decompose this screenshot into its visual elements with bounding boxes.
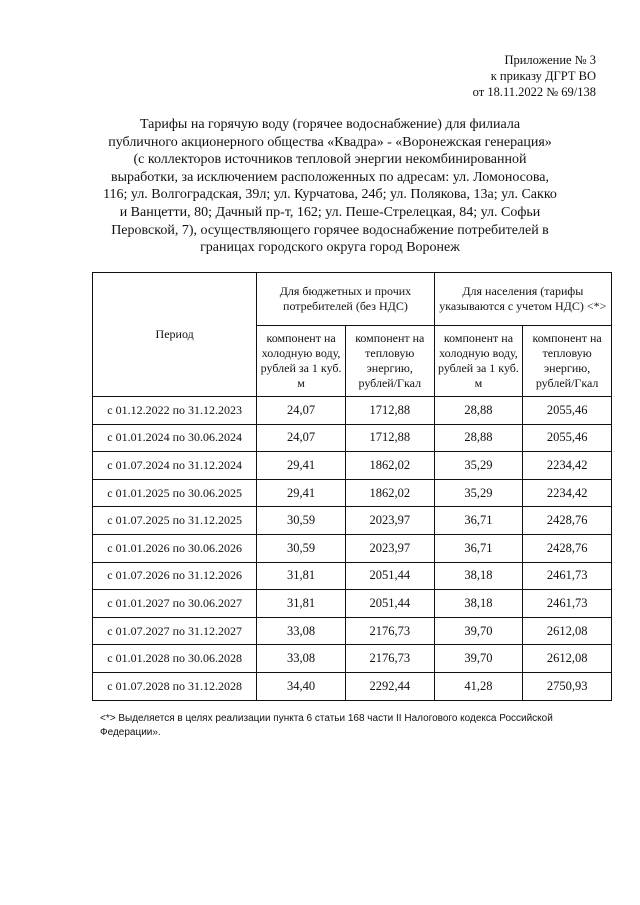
value-cell: 28,88 — [434, 424, 523, 452]
value-cell: 41,28 — [434, 672, 523, 700]
period-cell: с 01.07.2026 по 31.12.2026 — [93, 562, 257, 590]
value-cell: 2234,42 — [523, 452, 612, 480]
table-row — [93, 424, 612, 452]
heat-energy-header: компонент на тепловую энергию, рублей/Гкал — [523, 326, 612, 397]
appendix-order: к приказу ДГРТ ВО — [490, 69, 596, 83]
period-cell: с 01.12.2022 по 31.12.2023 — [93, 397, 257, 425]
value-cell: 39,70 — [434, 645, 523, 673]
period-cell: с 01.01.2024 по 30.06.2024 — [93, 424, 257, 452]
table-row — [93, 590, 612, 618]
title-line: публичного акционерного общества «Квадра» - «Воронежская генерация» — [108, 134, 552, 150]
value-cell: 30,59 — [257, 534, 346, 562]
period-cell: с 01.01.2026 по 30.06.2026 — [93, 534, 257, 562]
value-cell: 1862,02 — [345, 452, 434, 480]
value-cell: 2051,44 — [345, 590, 434, 618]
period-cell: с 01.07.2028 по 31.12.2028 — [93, 672, 257, 700]
period-cell: с 01.01.2025 по 30.06.2025 — [93, 479, 257, 507]
title-line: Перовской, 7), осуществляющего горячее водоснабжение потребителей в — [111, 222, 549, 238]
period-cell: с 01.07.2024 по 31.12.2024 — [93, 452, 257, 480]
value-cell: 29,41 — [257, 479, 346, 507]
value-cell: 2176,73 — [345, 617, 434, 645]
table-row — [93, 672, 612, 700]
value-cell: 31,81 — [257, 562, 346, 590]
period-cell: с 01.07.2027 по 31.12.2027 — [93, 617, 257, 645]
cold-water-header: компонент на холодную воду, рублей за 1 куб. м — [434, 326, 523, 397]
table-row — [93, 645, 612, 673]
heat-energy-header: компонент на тепловую энергию, рублей/Гкал — [345, 326, 434, 397]
table-row — [93, 507, 612, 535]
document-title — [100, 116, 560, 257]
value-cell: 33,08 — [257, 645, 346, 673]
table-row — [93, 479, 612, 507]
value-cell: 2612,08 — [523, 645, 612, 673]
value-cell: 31,81 — [257, 590, 346, 618]
period-cell: с 01.01.2027 по 30.06.2027 — [93, 590, 257, 618]
value-cell: 38,18 — [434, 590, 523, 618]
value-cell: 34,40 — [257, 672, 346, 700]
value-cell: 2750,93 — [523, 672, 612, 700]
value-cell: 39,70 — [434, 617, 523, 645]
value-cell: 2023,97 — [345, 534, 434, 562]
value-cell: 2461,73 — [523, 562, 612, 590]
population-header: Для населения (тарифы указываются с учетом НДС) <*> — [434, 273, 611, 326]
value-cell: 30,59 — [257, 507, 346, 535]
title-line: границах городского округа город Воронеж — [200, 240, 460, 256]
table-row — [93, 452, 612, 480]
value-cell: 28,88 — [434, 397, 523, 425]
value-cell: 2023,97 — [345, 507, 434, 535]
value-cell: 2612,08 — [523, 617, 612, 645]
value-cell: 38,18 — [434, 562, 523, 590]
value-cell: 2055,46 — [523, 424, 612, 452]
period-header: Период — [93, 273, 257, 397]
title-line: и Ванцетти, 80; Дачный пр-т, 162; ул. Пеше-Стрелецкая, 84; ул. Софьи — [119, 204, 541, 220]
value-cell: 24,07 — [257, 397, 346, 425]
value-cell: 2428,76 — [523, 507, 612, 535]
value-cell: 1862,02 — [345, 479, 434, 507]
appendix-date: от 18.11.2022 № 69/138 — [472, 85, 596, 99]
table-row — [93, 617, 612, 645]
value-cell: 29,41 — [257, 452, 346, 480]
value-cell: 2176,73 — [345, 645, 434, 673]
value-cell: 2055,46 — [523, 397, 612, 425]
appendix-number: Приложение № 3 — [504, 53, 596, 67]
value-cell: 2234,42 — [523, 479, 612, 507]
value-cell: 2461,73 — [523, 590, 612, 618]
value-cell: 1712,88 — [345, 397, 434, 425]
title-line: 116; ул. Волгоградская, 39л; ул. Курчатова, 24б; ул. Полякова, 13а; ул. Сакко — [103, 187, 557, 203]
value-cell: 35,29 — [434, 479, 523, 507]
table-row — [93, 397, 612, 425]
title-line: выработки, за исключением расположенных по адресам: ул. Ломоносова, — [110, 169, 550, 185]
value-cell: 24,07 — [257, 424, 346, 452]
appendix-header — [473, 52, 596, 100]
title-line: Тарифы на горячую воду (горячее водоснабжение) для филиала — [139, 117, 521, 132]
value-cell: 36,71 — [434, 507, 523, 535]
value-cell: 2428,76 — [523, 534, 612, 562]
value-cell: 2051,44 — [345, 562, 434, 590]
period-cell: с 01.07.2025 по 31.12.2025 — [93, 507, 257, 535]
value-cell: 33,08 — [257, 617, 346, 645]
value-cell: 36,71 — [434, 534, 523, 562]
table-row — [93, 534, 612, 562]
title-line: (с коллекторов источников тепловой энергии некомбинированной — [133, 152, 527, 168]
value-cell: 1712,88 — [345, 424, 434, 452]
period-cell: с 01.01.2028 по 30.06.2028 — [93, 645, 257, 673]
value-cell: 2292,44 — [345, 672, 434, 700]
value-cell: 35,29 — [434, 452, 523, 480]
footnote: <*> Выделяется в целях реализации пункта 6 статьи 168 части II Налогового кодекса Российской Федерации». — [100, 713, 553, 738]
tariff-table — [92, 272, 612, 701]
budget-consumers-header: Для бюджетных и прочих потребителей (без НДС) — [257, 273, 434, 326]
table-row — [93, 562, 612, 590]
cold-water-header: компонент на холодную воду, рублей за 1 куб. м — [257, 326, 346, 397]
